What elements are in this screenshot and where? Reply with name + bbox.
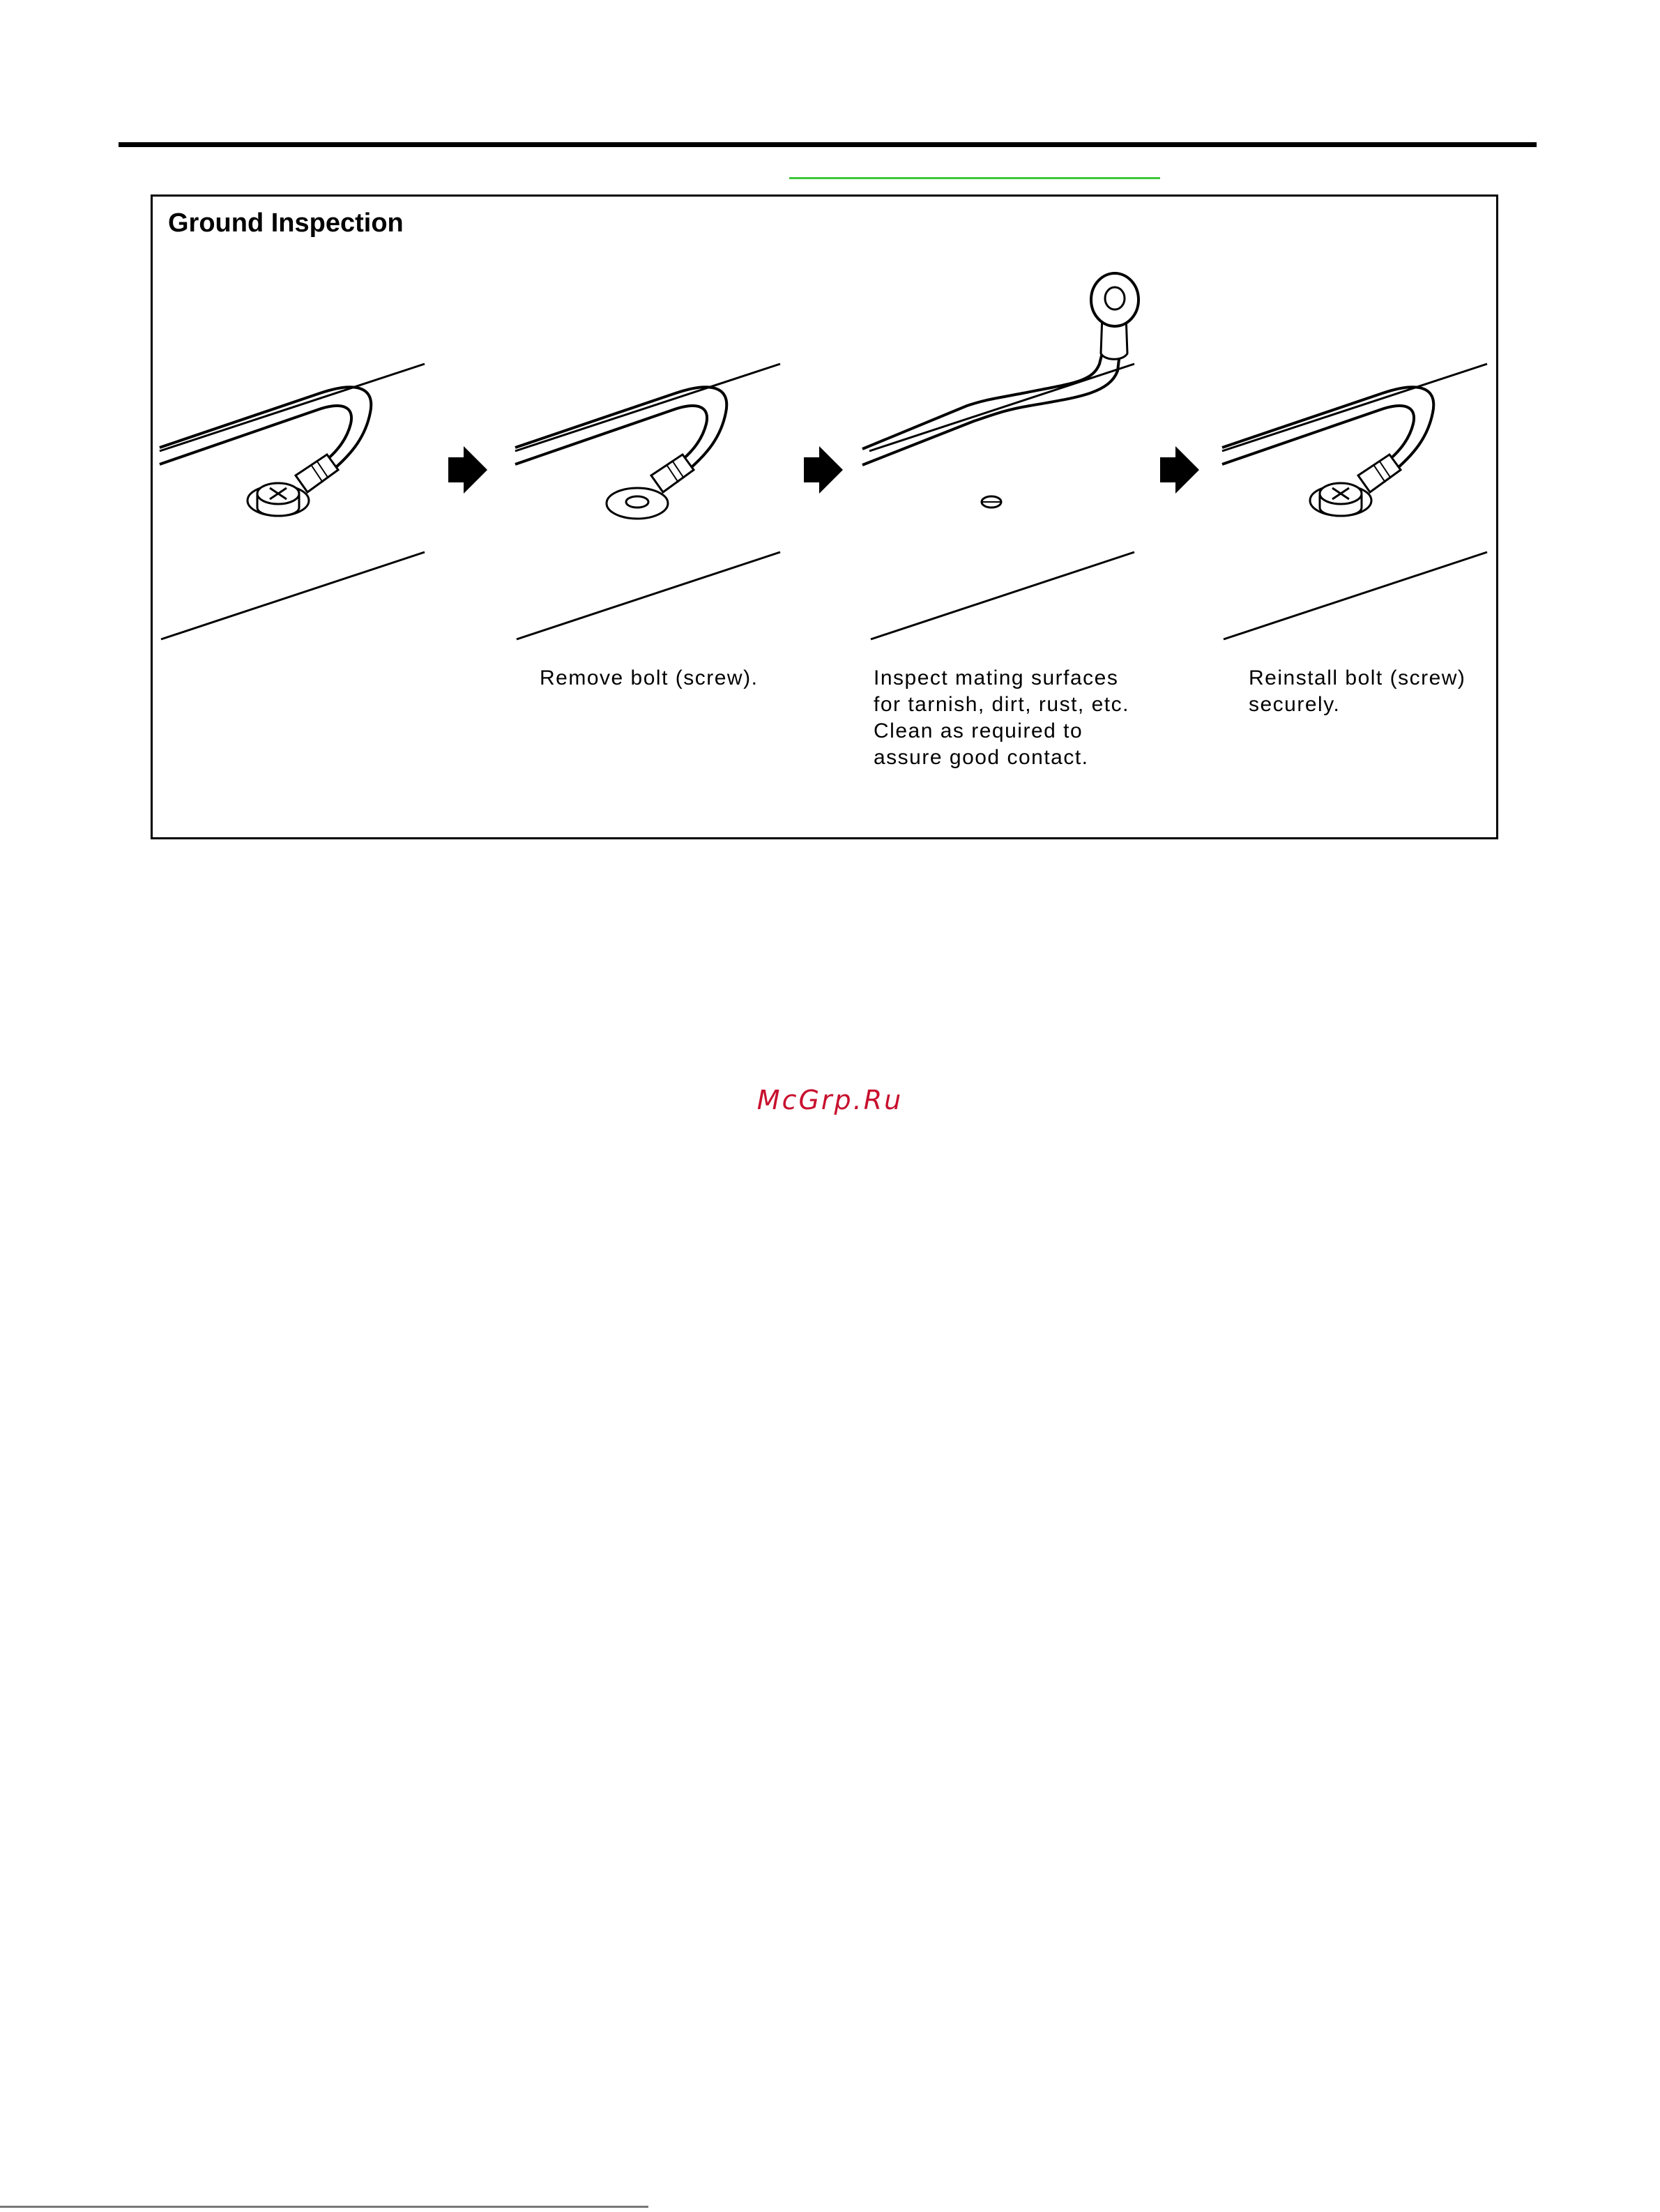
arrow-right-icon xyxy=(448,446,487,494)
step-3-caption: Inspect mating surfaces for tarnish, dirt, rust, etc. Clean as required to assure good contact. xyxy=(874,666,1129,769)
ground-inspection-figure xyxy=(151,194,1498,839)
step-4-reinstalled-terminal-icon xyxy=(1222,364,1487,639)
step-2-removed-bolt-terminal-icon xyxy=(515,364,780,639)
figure-title: Ground Inspection xyxy=(168,208,404,238)
arrow-right-icon xyxy=(1160,446,1199,494)
header-rule xyxy=(119,142,1537,147)
step-4-caption: Reinstall bolt (screw) securely. xyxy=(1249,666,1466,716)
arrow-right-icon xyxy=(804,446,843,494)
ground-inspection-illustration xyxy=(153,197,1500,841)
step-3-lifted-terminal-icon xyxy=(862,273,1139,639)
watermark: McGrp.Ru xyxy=(756,1085,904,1115)
step-2-caption: Remove bolt (screw). xyxy=(540,666,759,689)
link-underline[interactable] xyxy=(789,177,1160,179)
step-1-bolted-terminal-icon xyxy=(160,364,425,639)
footer-rule xyxy=(0,2206,648,2208)
